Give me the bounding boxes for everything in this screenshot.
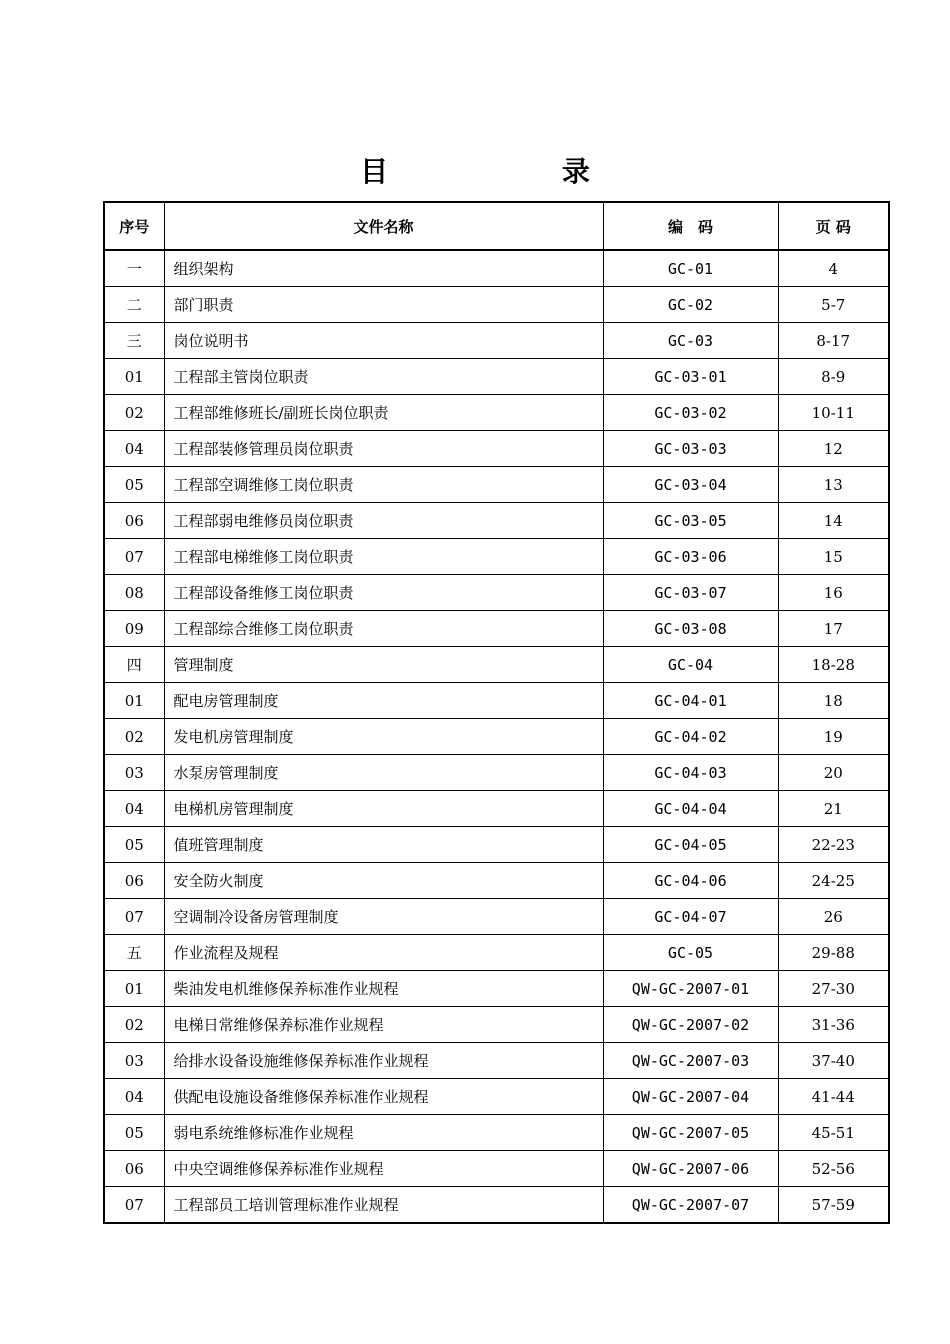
code-cell: GC-03-05 [603,503,778,539]
name-cell: 空调制冷设备房管理制度 [164,899,603,935]
name-cell: 发电机房管理制度 [164,719,603,755]
page-cell: 21 [778,791,889,827]
table-row [104,431,889,467]
name-cell: 中央空调维修保养标准作业规程 [164,1151,603,1187]
name-cell: 作业流程及规程 [164,935,603,971]
table-row [104,827,889,863]
code-cell: QW-GC-2007-06 [603,1151,778,1187]
page-cell: 10-11 [778,395,889,431]
code-cell: GC-04-04 [603,791,778,827]
code-cell: GC-03-07 [603,575,778,611]
table-row [104,539,889,575]
seq-cell: 05 [104,467,164,503]
table-row [104,647,889,683]
table-row [104,503,889,539]
page-cell: 29-88 [778,935,889,971]
seq-cell: 02 [104,395,164,431]
code-cell: QW-GC-2007-01 [603,971,778,1007]
name-cell: 电梯日常维修保养标准作业规程 [164,1007,603,1043]
name-cell: 工程部设备维修工岗位职责 [164,575,603,611]
page-cell: 24-25 [778,863,889,899]
page-cell: 31-36 [778,1007,889,1043]
code-cell: GC-03-02 [603,395,778,431]
seq-cell: 三 [104,323,164,359]
page-cell: 16 [778,575,889,611]
table-row [104,611,889,647]
table-row [104,287,889,323]
seq-cell: 03 [104,1043,164,1079]
code-cell: GC-04-02 [603,719,778,755]
name-cell: 给排水设备设施维修保养标准作业规程 [164,1043,603,1079]
code-cell: GC-03-03 [603,431,778,467]
page-cell: 20 [778,755,889,791]
seq-cell: 06 [104,503,164,539]
table-row [104,935,889,971]
name-cell: 工程部综合维修工岗位职责 [164,611,603,647]
code-cell: GC-04-07 [603,899,778,935]
name-cell: 安全防火制度 [164,863,603,899]
seq-cell: 09 [104,611,164,647]
seq-cell: 04 [104,1079,164,1115]
table-row [104,467,889,503]
code-cell: GC-03-01 [603,359,778,395]
code-cell: GC-03 [603,323,778,359]
page-cell: 17 [778,611,889,647]
page-cell: 37-40 [778,1043,889,1079]
name-cell: 值班管理制度 [164,827,603,863]
table-row [104,1151,889,1187]
code-cell: GC-05 [603,935,778,971]
name-cell: 工程部电梯维修工岗位职责 [164,539,603,575]
table-row [104,1115,889,1151]
page-title: 目 录 [360,155,672,188]
code-cell: GC-03-06 [603,539,778,575]
seq-cell: 07 [104,539,164,575]
seq-cell: 07 [104,1187,164,1224]
name-cell: 组织架构 [164,250,603,287]
table-row [104,1079,889,1115]
seq-cell: 02 [104,1007,164,1043]
code-cell: GC-04-03 [603,755,778,791]
table-row [104,323,889,359]
table-row [104,755,889,791]
seq-cell: 05 [104,827,164,863]
seq-cell: 06 [104,1151,164,1187]
code-cell: QW-GC-2007-05 [603,1115,778,1151]
page-cell: 5-7 [778,287,889,323]
seq-cell: 05 [104,1115,164,1151]
seq-cell: 二 [104,287,164,323]
name-cell: 弱电系统维修标准作业规程 [164,1115,603,1151]
seq-cell: 06 [104,863,164,899]
page-cell: 57-59 [778,1187,889,1224]
page-cell: 19 [778,719,889,755]
table-row [104,359,889,395]
code-cell: GC-03-04 [603,467,778,503]
name-cell: 工程部主管岗位职责 [164,359,603,395]
seq-cell: 07 [104,899,164,935]
name-cell: 部门职责 [164,287,603,323]
code-cell: GC-04-05 [603,827,778,863]
seq-cell: 四 [104,647,164,683]
code-cell: GC-03-08 [603,611,778,647]
table-row [104,719,889,755]
code-cell: QW-GC-2007-07 [603,1187,778,1224]
page-cell: 26 [778,899,889,935]
seq-cell: 01 [104,359,164,395]
code-cell: QW-GC-2007-04 [603,1079,778,1115]
page-cell: 41-44 [778,1079,889,1115]
table-row [104,971,889,1007]
page-cell: 22-23 [778,827,889,863]
seq-cell: 01 [104,971,164,1007]
seq-cell: 一 [104,250,164,287]
table-row [104,683,889,719]
table-row [104,395,889,431]
header-name: 文件名称 [164,202,603,250]
name-cell: 管理制度 [164,647,603,683]
page-cell: 27-30 [778,971,889,1007]
name-cell: 配电房管理制度 [164,683,603,719]
name-cell: 工程部维修班长/副班长岗位职责 [164,395,603,431]
code-cell: GC-02 [603,287,778,323]
header-seq: 序号 [104,202,164,250]
page-cell: 15 [778,539,889,575]
name-cell: 柴油发电机维修保养标准作业规程 [164,971,603,1007]
page-cell: 12 [778,431,889,467]
seq-cell: 03 [104,755,164,791]
page-cell: 18-28 [778,647,889,683]
seq-cell: 04 [104,791,164,827]
seq-cell: 五 [104,935,164,971]
name-cell: 电梯机房管理制度 [164,791,603,827]
table-row [104,899,889,935]
code-cell: GC-04-06 [603,863,778,899]
code-cell: GC-04-01 [603,683,778,719]
name-cell: 工程部员工培训管理标准作业规程 [164,1187,603,1224]
header-code: 编 码 [603,202,778,250]
code-cell: GC-01 [603,250,778,287]
seq-cell: 02 [104,719,164,755]
table-body [104,250,889,1223]
page-cell: 13 [778,467,889,503]
toc-table [103,201,890,1224]
table-row [104,250,889,287]
code-cell: QW-GC-2007-02 [603,1007,778,1043]
page-cell: 52-56 [778,1151,889,1187]
page-cell: 8-9 [778,359,889,395]
page-cell: 8-17 [778,323,889,359]
table-row [104,1043,889,1079]
seq-cell: 01 [104,683,164,719]
table-row [104,791,889,827]
table-row [104,863,889,899]
code-cell: QW-GC-2007-03 [603,1043,778,1079]
name-cell: 岗位说明书 [164,323,603,359]
page-cell: 45-51 [778,1115,889,1151]
name-cell: 供配电设施设备维修保养标准作业规程 [164,1079,603,1115]
code-cell: GC-04 [603,647,778,683]
seq-cell: 08 [104,575,164,611]
name-cell: 工程部弱电维修员岗位职责 [164,503,603,539]
table-row [104,1187,889,1224]
name-cell: 工程部装修管理员岗位职责 [164,431,603,467]
page-cell: 18 [778,683,889,719]
name-cell: 工程部空调维修工岗位职责 [164,467,603,503]
header-page: 页 码 [778,202,889,250]
table-row [104,575,889,611]
table-row [104,1007,889,1043]
seq-cell: 04 [104,431,164,467]
page-cell: 4 [778,250,889,287]
page-cell: 14 [778,503,889,539]
name-cell: 水泵房管理制度 [164,755,603,791]
table-header-row [104,202,889,250]
